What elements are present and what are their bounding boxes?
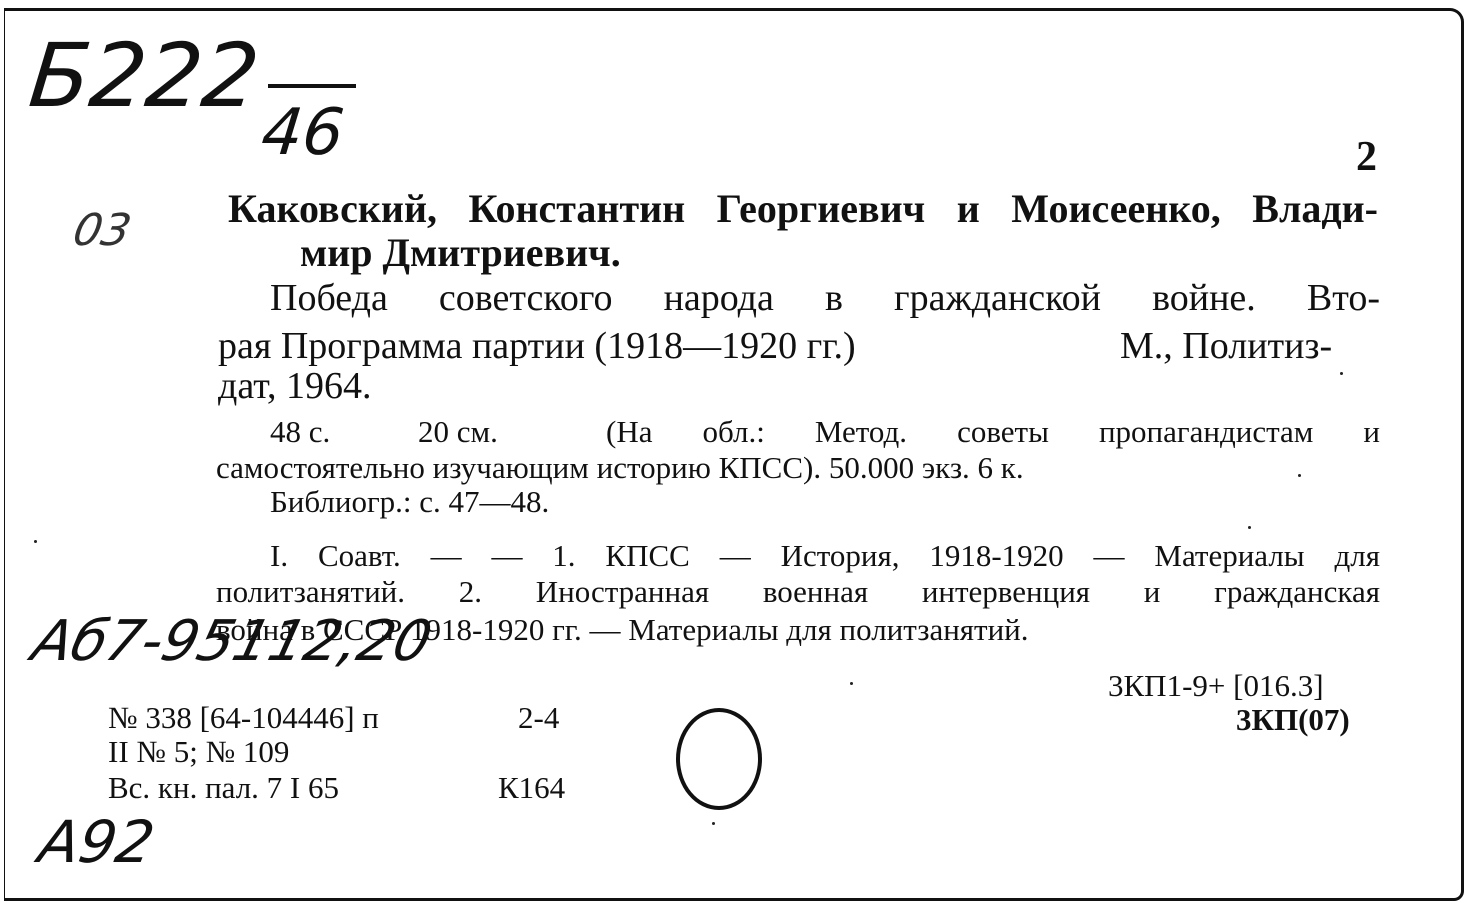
- imprint-chamber: Вс. кн. пал. 7 I 65: [108, 770, 340, 805]
- imprint-code: К164: [498, 770, 566, 805]
- description-size: 20 см.: [418, 414, 498, 449]
- imprint-order-number: № 338 [64-104446] п: [108, 700, 379, 735]
- scan-speck: [1298, 474, 1301, 477]
- scan-speck: [712, 822, 715, 825]
- handwritten-call-number-line: [268, 84, 356, 88]
- description-note: (На обл.: Метод. советы пропагандистам и: [606, 414, 1380, 449]
- description-line2: самостоятельно изучающим историю КПСС). 50.000 экз. 6 к.: [216, 450, 1024, 485]
- classification-code-2: 3КП(07): [1236, 702, 1350, 737]
- authors-heading-line2: мир Дмитриевич.: [300, 230, 621, 275]
- handwritten-call-number-sub: 46: [258, 96, 348, 170]
- scan-speck: [1340, 372, 1343, 375]
- handwritten-call-number: Б222: [24, 24, 264, 127]
- handwritten-inventory-number: Аб7-95112,20: [26, 609, 439, 674]
- title-line2-left: рая Программа партии (1918—1920 гг.): [218, 325, 856, 367]
- subjects-line3: война в СССР 1918-1920 гг. — Материалы для политзанятий.: [216, 612, 1029, 647]
- card-number: 2: [1356, 134, 1377, 180]
- handwritten-mark-left: 03: [68, 205, 136, 256]
- imprint-line2: II № 5; № 109: [108, 734, 290, 769]
- scan-speck: [34, 540, 37, 543]
- scan-speck: [850, 682, 853, 685]
- card-hole-circle: [676, 708, 762, 810]
- scan-speck: [1248, 526, 1251, 529]
- handwritten-bottom-code: А92: [34, 808, 160, 876]
- description-pages: 48 с.: [270, 414, 331, 449]
- title-line1: Победа советского народа в гражданской войне. Вто-: [270, 277, 1380, 319]
- description-bibliography: Библиогр.: с. 47—48.: [270, 484, 550, 519]
- classification-code-1: 3КП1-9+ [016.3]: [1108, 668, 1324, 703]
- imprint-range: 2-4: [518, 700, 560, 735]
- subjects-line1: I. Соавт. — — 1. КПСС — История, 1918-1920 — Материалы для: [270, 538, 1380, 573]
- title-line2-right: М., Политиз-: [1120, 325, 1333, 367]
- title-line3: дат, 1964.: [218, 365, 372, 407]
- authors-heading-line1: Каковский, Константин Георгиевич и Моисеенко, Влади-: [228, 186, 1378, 231]
- subjects-line2: политзанятий. 2. Иностранная военная интервенция и гражданская: [216, 574, 1380, 609]
